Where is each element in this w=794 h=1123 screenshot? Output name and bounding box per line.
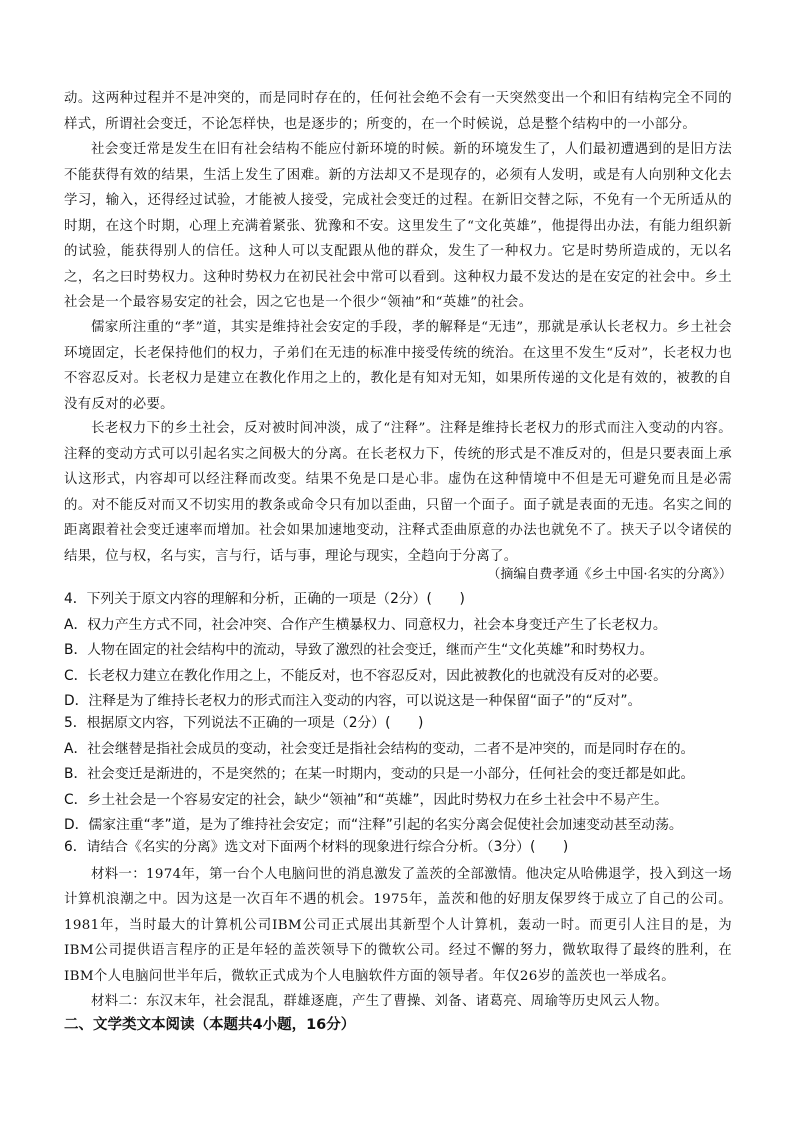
question-6	[64, 835, 732, 1015]
question-4-option-b: B．人物在固定的社会结构中的流动，导致了激烈的社会变迁，继而产生“文化英雄”和时势权力。	[64, 642, 654, 659]
passage-paragraph-4: 长老权力下的乡土社会，反对被时间冲淡，成了“注释”。注释是维持长老权力的形式而注入变动的内容。注释的变动方式可以引起名实之间极大的分离。在长老权力下，传统的形式是不准反对的，但是只要表面上承认这形式，内容却可以经注释而改变。结果不免是口是心非。虚伪在这种情境中不但是无可避免而且是必需的。对不能反对而又不切实用的教条或命令只有加以歪曲，只留一个面子。面子就是表面的无违。名实之间的距离跟着社会变迁速率而增加。社会如果加速地变动，注释式歪曲原意的办法也就免不了。挟天子以令诸侯的结果，位与权，名与实，言与行，话与事，理论与现实，全趋向于分离了。	[64, 421, 732, 564]
question-4	[64, 587, 732, 715]
passage-paragraph-continued: 动。这两种过程并不是冲突的，而是同时存在的，任何社会绝不会有一天突然变出一个和旧有结构完全不同的样式，所谓社会变迁，不论怎样快，也是逐步的；所变的，在一个时候说，总是整个结构中的一小部分。	[64, 91, 732, 132]
section-heading: 二、文学类文本阅读（本题共4小题，16分）	[64, 1017, 356, 1033]
question-5-option-a: A．社会继替是指社会成员的变动，社会变迁是指社会结构的变动，二者不是冲突的，而是同时存在的。	[64, 740, 695, 757]
question-5-option-d: D．儒家注重“孝”道，是为了维持社会安定；而“注释”引起的名实分离会促使社会加速变动甚至动荡。	[64, 817, 683, 834]
passage-paragraph-2: 社会变迁常是发生在旧有社会结构不能应付新环境的时候。新的环境发生了，人们最初遭遇到的是旧方法不能获得有效的结果，生活上发生了困难。新的方法却又不是现存的，必须有人发明，或是有人向别种文化去学习，输入，还得经过试验，才能被人接受，完成社会变迁的过程。在新旧交替之际，不免有一个无所适从的时期，在这个时期，心理上充满着紧张、犹豫和不安。这里发生了“文化英雄”，他提得出办法，有能力组织新的试验，能获得别人的信任。这种人可以支配跟从他的群众，发生了一种权力。它是时势所造成的，无以名之，名之曰时势权力。这种时势权力在初民社会中常可以看到。这种权力最不发达的是在安定的社会中。乡土社会是一个最容易安定的社会，因之它也是一个很少“领袖”和“英雄”的社会。	[64, 142, 732, 310]
question-5-stem: 5．根据原文内容，下列说法不正确的一项是（2分）( )	[64, 715, 424, 731]
question-4-option-a: A．权力产生方式不同，社会冲突、合作产生横暴权力、同意权力，社会本身变迁产生了长老权力。	[64, 616, 667, 633]
question-6-material-2: 材料二：东汉末年，社会混乱，群雄逐鹿，产生了曹操、刘备、诸葛亮、周瑜等历史风云人物。	[91, 994, 669, 1010]
question-5-option-b: B．社会变迁是渐进的，不是突然的；在某一时期内，变动的只是一小部分，任何社会的变迁都是如此。	[64, 766, 695, 783]
question-6-stem: 6．请结合《名实的分离》选文对下面两个材料的现象进行综合分析。（3分）( )	[64, 839, 569, 855]
question-4-stem: 4．下列关于原文内容的理解和分析，正确的一项是（2分）( )	[64, 591, 465, 607]
question-4-option-d: D．注释是为了维持长老权力的形式而注入变动的内容，可以说这是一种保留“面子”的“反对”。	[64, 693, 642, 710]
question-5-option-c: C．乡土社会是一个容易安定的社会，缺少“领袖”和“英雄”，因此时势权力在乡土社会中不易产生。	[64, 791, 668, 808]
question-6-material-1: 材料一：1974年，第一台个人电脑问世的消息激发了盖茨的全部激情。他决定从哈佛退学，投入到这一场计算机浪潮之中。因为这是一次百年不遇的机会。1975年，盖茨和他的好朋友保罗终于成立了自己的公司。1981年，当时最大的计算机公司IBM公司正式展出其新型个人计算机，轰动一时。而更引人注目的是，为IBM公司提供语言程序的正是年轻的盖茨领导下的微软公司。经过不懈的努力，微软取得了最终的胜利，在IBM个人电脑问世半年后，微软正式成为个人电脑软件方面的领导者。年仅26岁的盖茨也一举成名。	[64, 866, 732, 984]
question-5	[64, 711, 732, 839]
passage-source: （摘编自费孝通《乡土中国·名实的分离》）	[487, 567, 732, 582]
question-4-option-c: C．长老权力建立在教化作用之上，不能反对，也不容忍反对，因此被教化的也就没有反对的必要。	[64, 667, 667, 684]
passage-paragraph-3: 儒家所注重的“孝”道，其实是维持社会安定的手段，孝的解释是“无违”，那就是承认长老权力。乡土社会环境固定，长老保持他们的权力，子弟们在无违的标准中接受传统的统治。在这里不发生“反对”，长老权力也不容忍反对。长老权力是建立在教化作用之上的，教化是有知对无知，如果所传递的文化是有效的，被教的自没有反对的必要。	[64, 320, 732, 412]
